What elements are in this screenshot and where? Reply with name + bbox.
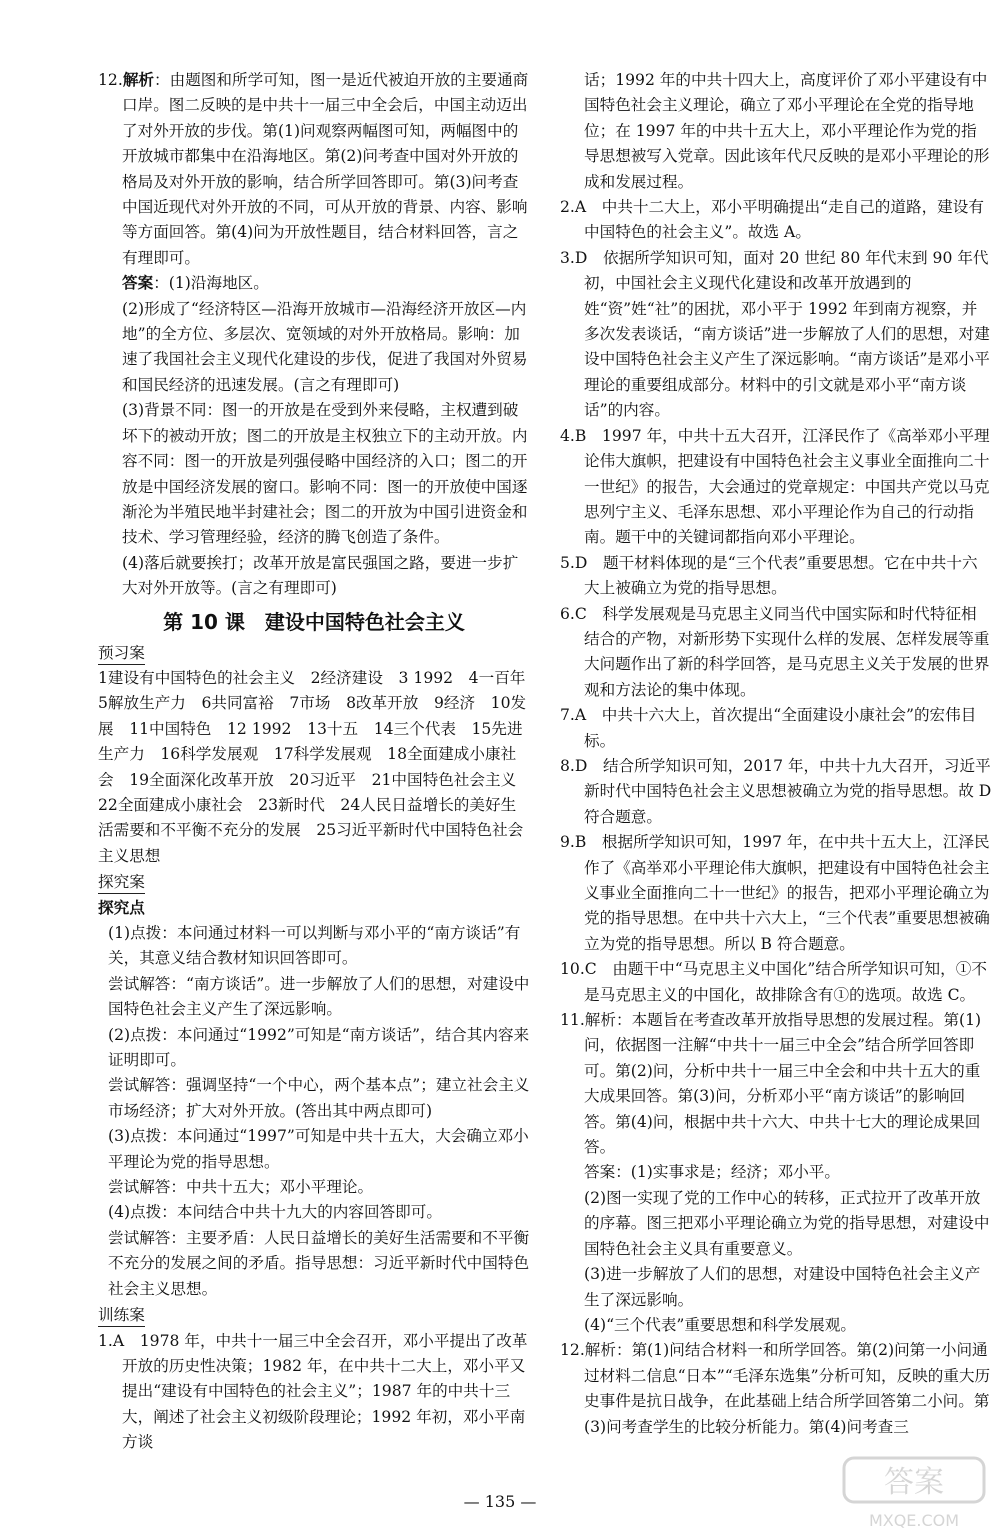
- train-section: [98, 1302, 530, 1455]
- q12-analysis: 12.解析：由题图和所学可知，图一是近代被迫开放的主要通商口岸。图二反映的是中共十一届三中全会后，中国主动迈出了对外开放的步伐。第(1)问观察两幅图可知，两幅图中的开放城市都集中在沿海地区。第(2)问考查中国对外开放的格局及对外开放的影响，结合所学回答即可。第(3)问考查中国近现代对外开放的不同，可从开放的背景、内容、影响等方面回答。第(4)问为开放性题目，结合材料回答，言之有理即可。: [98, 71, 529, 267]
- e1-try: 尝试解答：“南方谈话”。进一步解放了人们的思想，对建设中国特色社会主义产生了深远影响。: [108, 974, 530, 1019]
- train-item-1-continued: 话；1992 年的中共十四大上，高度评价了邓小平建设有中国特色社会主义理论，确立了邓小平理论在全党的指导地位；在 1997 年的中共十五大上，邓小平理论作为党的指导思想被写入党章。因此该年代尺反映的是邓小平理论的形成和发展过程。: [584, 71, 990, 191]
- watermark-logo: [840, 1452, 990, 1532]
- train-item-5: 5.D 题干材料体现的是“三个代表”重要思想。它在中共十六大上被确立为党的指导思想。: [560, 553, 978, 598]
- q12-answer-3: (3)背景不同：图一的开放是在受到外来侵略，主权遭到破坏下的被动开放；图二的开放是主权独立下的主动开放。内容不同：图一的开放是列强侵略中国经济的入口；图二的开放是中国经济发展的窗口。影响不同：图一的开放使中国逐渐沦为半殖民地半封建社会；图二的开放为中国引进资金和技术、学习管理经验，经济的腾飞创造了条件。: [122, 401, 528, 547]
- right-column: [560, 68, 992, 1440]
- left-column: [98, 68, 541, 1456]
- train-heading: 训练案: [98, 1304, 145, 1327]
- q12-answer-1: 答案：(1)沿海地区。: [122, 274, 269, 293]
- train-item-2: 2.A 中共十二大上，邓小平明确提出“走自己的道路，建设有中国特色的社会主义”。故选 A。: [560, 198, 984, 242]
- train-item-1: 1.A 1978 年，中共十一届三中全会召开，邓小平提出了改革开放的历史性决策；1982 年，在中共十二大上，邓小平又提出“建设有中国特色的社会主义”；1987 年的中共十三大，阐述了社会主义初级阶段理论；1992 年初，邓小平南方谈: [98, 1331, 528, 1452]
- e1-hint: (1)点拨：本问通过材料一可以判断与邓小平的“南方谈话”有关，其意义结合教材知识回答即可。: [108, 924, 521, 968]
- page-number: — 135 —: [463, 1492, 537, 1511]
- train-item-9: 9.B 根据所学知识可知，1997 年，在中共十五大上，江泽民作了《高举邓小平理论伟大旗帜，把建设有中国特色社会主义事业全面推向二十一世纪》的报告，把邓小平理论确立为党的指导思想。在中共十六大上，“三个代表”重要思想被确立为党的指导思想。所以 B 符合题意。: [560, 833, 990, 953]
- q12-answer-2: (2)形成了“经济特区—沿海开放城市—沿海经济开放区—内地”的全方位、多层次、宽领域的对外开放格局。影响：加速了我国社会主义现代化建设的步伐，促进了我国对外贸易和国民经济的迅速发展。(言之有理即可): [122, 299, 528, 394]
- e2-try: 尝试解答：强调坚持“一个中心，两个基本点”；建立社会主义市场经济；扩大对外开放。(答出其中两点即可): [108, 1076, 530, 1120]
- train-item-11-answer-2: (2)图一实现了党的工作中心的转移，正式拉开了改革开放的序幕。图三把邓小平理论确立为党的指导思想，对建设中国特色社会主义具有重要意义。: [584, 1188, 990, 1258]
- train-item-10: 10.C 由题干中“马克思主义中国化”结合所学知识可知，①不是马克思主义的中国化，故排除含有①的选项。故选 C。: [560, 960, 987, 1004]
- explore-section: [98, 869, 530, 1302]
- train-item-3: 3.D 依据所学知识可知，面对 20 世纪 80 年代末到 90 年代初，中国社会主义现代化建设和改革开放遇到的姓“资”姓“社”的困扰，邓小平于 1992 年到南方视察，并多次发表谈话，“南方谈话”进一步解放了人们的思想，对建设中国特色社会主义产生了深远影响。“南方谈话”是邓小平理论的重要组成部分。材料中的引文就是邓小平“南方谈话”的内容。: [560, 248, 990, 420]
- preview-section: [98, 640, 541, 870]
- e2-hint: (2)点拨：本问通过“1992”可知是“南方谈话”，结合其内容来证明即可。: [108, 1025, 530, 1070]
- e4-try: 尝试解答：主要矛盾：人民日益增长的美好生活需要和不平衡不充分的发展之间的矛盾。指导思想：习近平新时代中国特色社会主义思想。: [108, 1228, 530, 1298]
- svg-text:MXQE.COM: MXQE.COM: [868, 1511, 960, 1530]
- train-item-8: 8.D 结合所学知识可知，2017 年，中共十九大召开，习近平新时代中国特色社会主义思想被确立为党的指导思想。故 D 符合题意。: [560, 756, 992, 826]
- svg-text:答案: 答案: [884, 1465, 944, 1500]
- explore-heading: 探究案: [98, 871, 145, 894]
- train-item-11-answer-4: (4)“三个代表”重要思想和科学发展观。: [584, 1315, 856, 1334]
- q12-answer-4: (4)落后就要挨打；改革开放是富民强国之路，要进一步扩大对外开放等。(言之有理即可): [122, 553, 519, 598]
- e3-hint: (3)点拨：本问通过“1997”可知是中共十五大，大会确立邓小平理论为党的指导思想。: [108, 1127, 529, 1171]
- train-item-11-analysis: 11.解析：本题旨在考查改革开放指导思想的发展过程。第(1)问，依据图一注解“中共十一届三中全会”结合所学回答即可。第(2)问，分析中共十一届三中全会和中共十五大的重大成果回答。第(3)问，分析邓小平“南方谈话”的影响回答。第(4)问，根据中共十六大、中共十七大的理论成果回答。: [560, 1011, 982, 1157]
- train-item-4: 4.B 1997 年，中共十五大召开，江泽民作了《高举邓小平理论伟大旗帜，把建设有中国特色社会主义事业全面推向二十一世纪》的报告，大会通过的党章规定：中国共产党以马克思列宁主义、毛泽东思想、邓小平理论作为自己的行动指南。题干中的关键词都指向邓小平理论。: [560, 426, 990, 547]
- train-item-11-answer-1: 答案：(1)实事求是；经济；邓小平。: [584, 1163, 840, 1182]
- preview-items: 1建设有中国特色的社会主义 2经济建设 3 1992 4一百年 5解放生产力 6共同富裕 7市场 8改革开放 9经济 10发展 11中国特色 12 1992 13十五 14三个代表 15先进生产力 16科学发展观 17科学发展观 18全面建成小康社会 19全面深化改革开放 20习近平 21中国特色社会主义 22全面建成小康社会 23新时代 24人民日益增长的美好生活需要和不平衡不充分的发展 25习近平新时代中国特色社会主义思想: [98, 668, 541, 865]
- preview-heading: 预习案: [98, 642, 145, 665]
- train-item-12: 12.解析：第(1)问结合材料一和所学回答。第(2)问第一小问通过材料二信息“日本”“毛泽东选集”分析可知，反映的重大历史事件是抗日战争，在此基础上结合所学回答第二小问。第(3)问考查学生的比较分析能力。第(4)问考查三: [560, 1341, 991, 1436]
- lesson-title: 第 10 课 建设中国特色社会主义: [163, 609, 465, 634]
- e3-try: 尝试解答：中共十五大；邓小平理论。: [108, 1178, 374, 1197]
- e4-hint: (4)点拨：本问结合中共十九大的内容回答即可。: [108, 1203, 442, 1222]
- train-item-11-answer-3: (3)进一步解放了人们的思想，对建设中国特色社会主义产生了深远影响。: [584, 1265, 981, 1309]
- explore-point: 探究点: [98, 898, 145, 917]
- train-item-6: 6.C 科学发展观是马克思主义同当代中国实际和时代特征相结合的产物，对新形势下实现什么样的发展、怎样发展等重大问题作出了新的科学回答，是马克思主义关于发展的世界观和方法论的集中体现。: [560, 604, 990, 699]
- train-item-7: 7.A 中共十六大上，首次提出“全面建设小康社会”的宏伟目标。: [560, 706, 977, 750]
